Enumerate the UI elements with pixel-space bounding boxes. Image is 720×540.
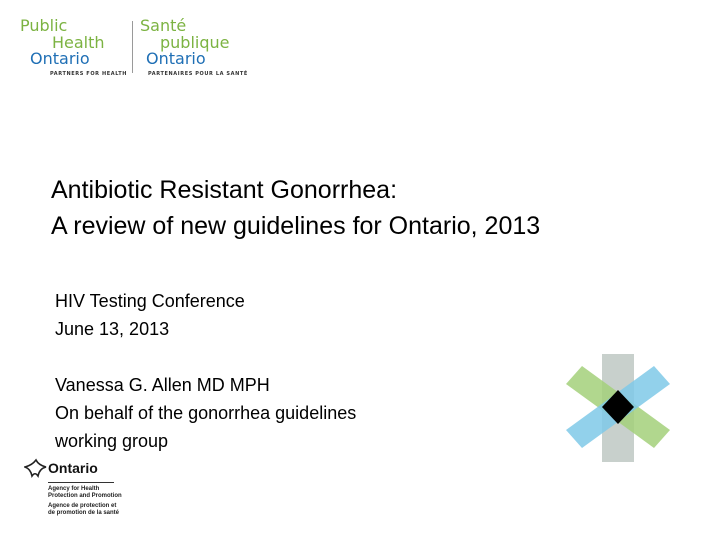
logo-word-sante: Santé xyxy=(140,16,187,35)
logo-tagline-fr: PARTENAIRES POUR LA SANTÉ xyxy=(148,71,248,77)
logo-word-public: Public xyxy=(20,16,68,35)
presentation-details xyxy=(55,287,356,455)
title-line-2: A review of new guidelines for Ontario, 2013 xyxy=(51,212,541,240)
agency-fr-line-1: Agence de protection et xyxy=(48,503,117,509)
spacer xyxy=(55,343,356,371)
logo-tagline-en: PARTNERS FOR HEALTH xyxy=(50,71,127,77)
presenter-role-line-1: On behalf of the gonorrhea guidelines xyxy=(55,403,357,423)
cross-mark-graphic xyxy=(562,354,674,462)
logo-word-health: Health xyxy=(52,33,105,52)
agency-en-line-2: Protection and Promotion xyxy=(48,493,122,499)
public-health-ontario-logo xyxy=(20,18,260,84)
agency-name-en xyxy=(48,486,122,500)
logo-word-publique: publique xyxy=(160,33,230,52)
trillium-icon xyxy=(24,458,48,480)
agency-name-fr xyxy=(48,503,119,517)
ontario-wordmark: Ontario xyxy=(48,460,98,476)
slide-title xyxy=(51,172,540,244)
logo-word-ontario-en: Ontario xyxy=(30,49,90,68)
logo-divider xyxy=(132,21,133,73)
event-date: June 13, 2013 xyxy=(55,319,170,339)
agency-en-line-1: Agency for Health xyxy=(48,486,100,492)
event-name: HIV Testing Conference xyxy=(55,291,245,311)
ontario-logo-rule xyxy=(48,482,114,483)
presenter-role-line-2: working group xyxy=(55,431,169,451)
title-line-1: Antibiotic Resistant Gonorrhea: xyxy=(51,176,398,204)
agency-fr-line-2: de promotion de la santé xyxy=(48,510,120,516)
logo-word-ontario-fr: Ontario xyxy=(146,49,206,68)
presenter-name: Vanessa G. Allen MD MPH xyxy=(55,375,270,395)
ontario-agency-logo xyxy=(24,456,134,522)
